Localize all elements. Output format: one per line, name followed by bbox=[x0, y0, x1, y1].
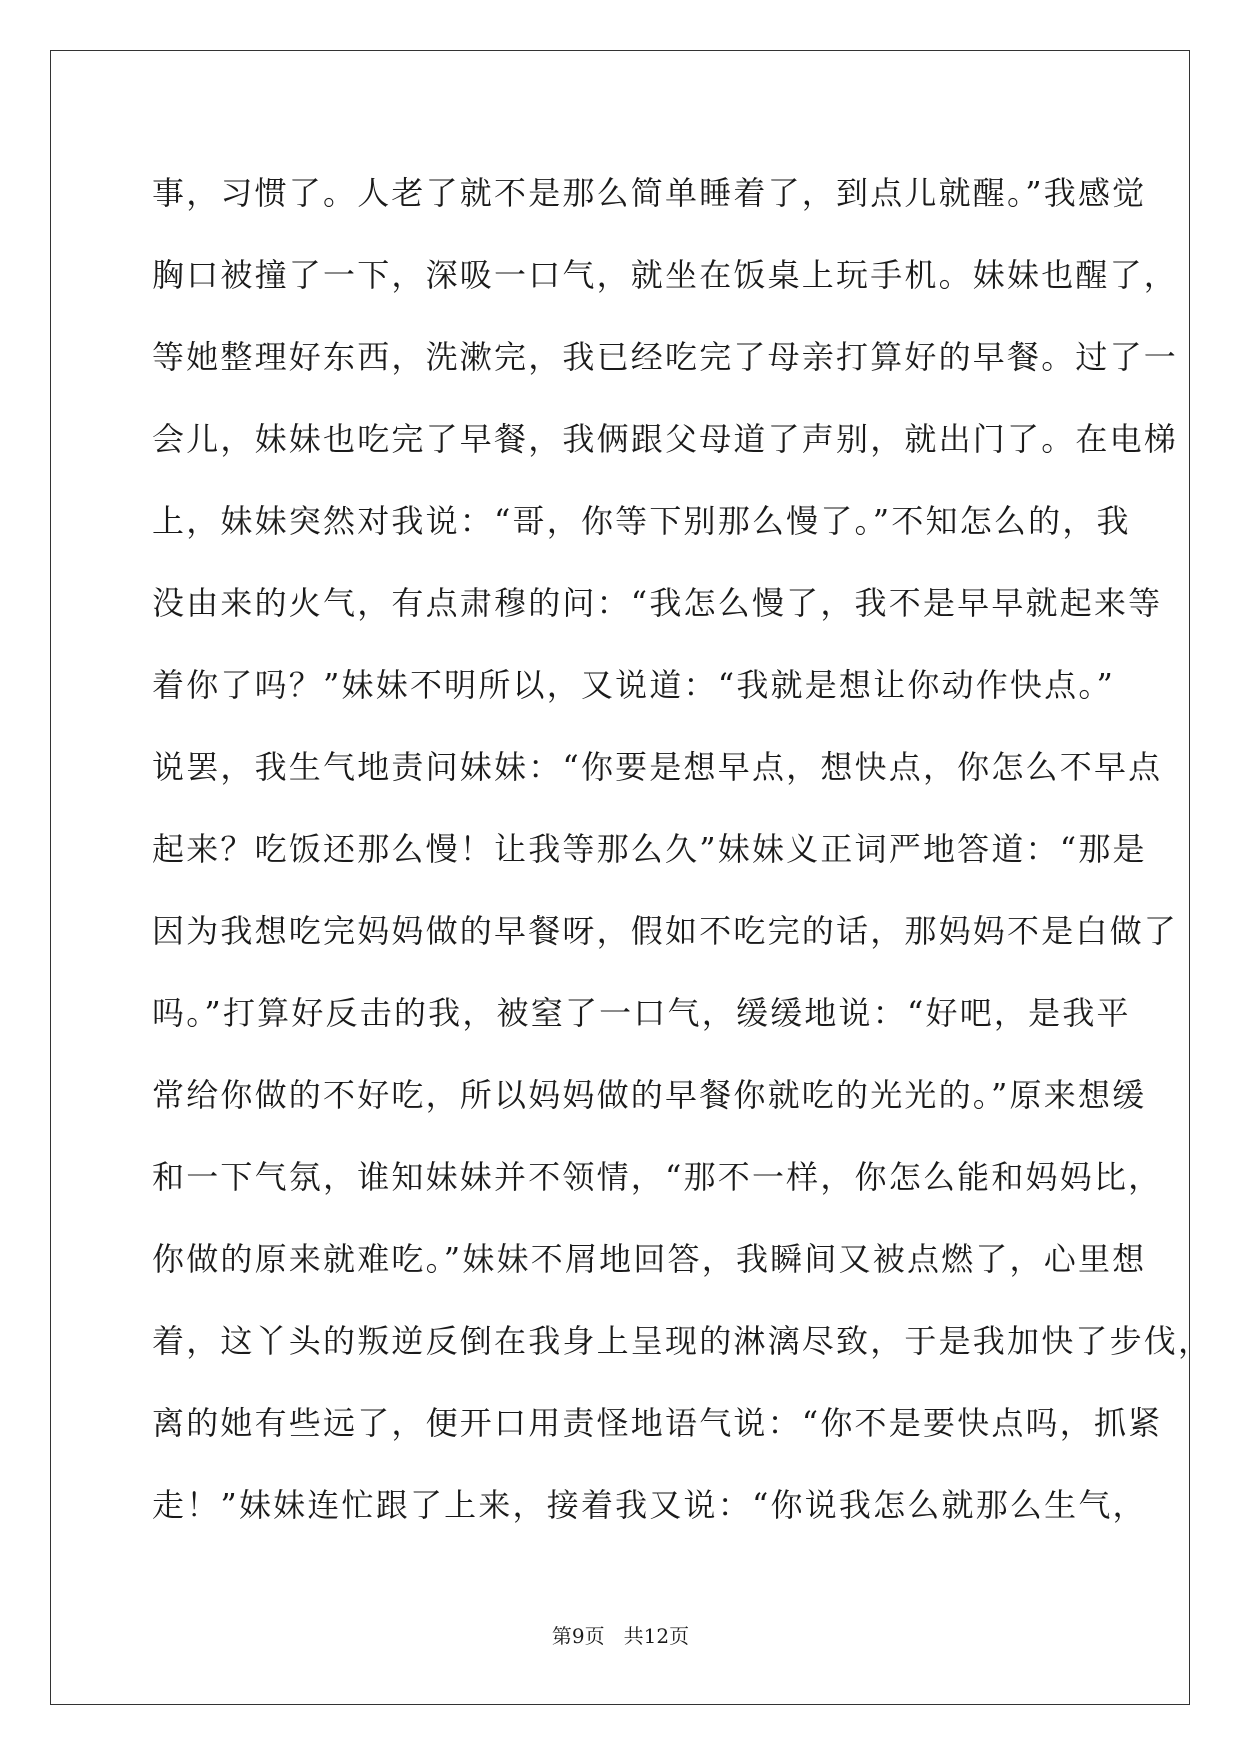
text-line: 胸口被撞了一下，深吸一口气，就坐在饭桌上玩手机。妹妹也醒了， bbox=[152, 256, 1179, 294]
body-text bbox=[152, 152, 1213, 1546]
text-line: 走！”妹妹连忙跟了上来，接着我又说：“你说我怎么就那么生气， bbox=[152, 1486, 1147, 1524]
text-line: 和一下气氛，谁知妹妹并不领情，“那不一样，你怎么能和妈妈比， bbox=[152, 1158, 1163, 1196]
text-line: 常给你做的不好吃，所以妈妈做的早餐你就吃的光光的。”原来想缓 bbox=[152, 1076, 1147, 1114]
text-line: 着你了吗？”妹妹不明所以，又说道：“我就是想让你动作快点。” bbox=[152, 666, 1116, 704]
text-line: 吗。”打算好反击的我，被窒了一口气，缓缓地说：“好吧，是我平 bbox=[152, 994, 1131, 1032]
text-line: 起来？吃饭还那么慢！让我等那么久”妹妹义正词严地答道：“那是 bbox=[152, 830, 1147, 868]
text-line: 说罢，我生气地责问妹妹：“你要是想早点，想快点，你怎么不早点 bbox=[152, 748, 1163, 786]
text-line: 没由来的火气，有点肃穆的问：“我怎么慢了，我不是早早就起来等 bbox=[152, 584, 1163, 622]
text-line: 你做的原来就难吃。”妹妹不屑地回答，我瞬间又被点燃了，心里想 bbox=[152, 1240, 1147, 1278]
text-line: 等她整理好东西，洗漱完，我已经吃完了母亲打算好的早餐。过了一 bbox=[152, 338, 1179, 376]
text-line: 离的她有些远了，便开口用责怪地语气说：“你不是要快点吗，抓紧 bbox=[152, 1404, 1163, 1442]
page-number-footer: 第9页 共12页 bbox=[551, 1624, 690, 1648]
text-line: 因为我想吃完妈妈做的早餐呀，假如不吃完的话，那妈妈不是白做了 bbox=[152, 912, 1179, 950]
text-line: 会儿，妹妹也吃完了早餐，我俩跟父母道了声别，就出门了。在电梯 bbox=[152, 420, 1179, 458]
text-line: 着，这丫头的叛逆反倒在我身上呈现的淋漓尽致，于是我加快了步伐， bbox=[152, 1322, 1213, 1360]
text-line: 事，习惯了。人老了就不是那么简单睡着了，到点儿就醒。”我感觉 bbox=[152, 174, 1147, 212]
text-line: 上，妹妹突然对我说：“哥，你等下别那么慢了。”不知怎么的，我 bbox=[152, 502, 1131, 540]
